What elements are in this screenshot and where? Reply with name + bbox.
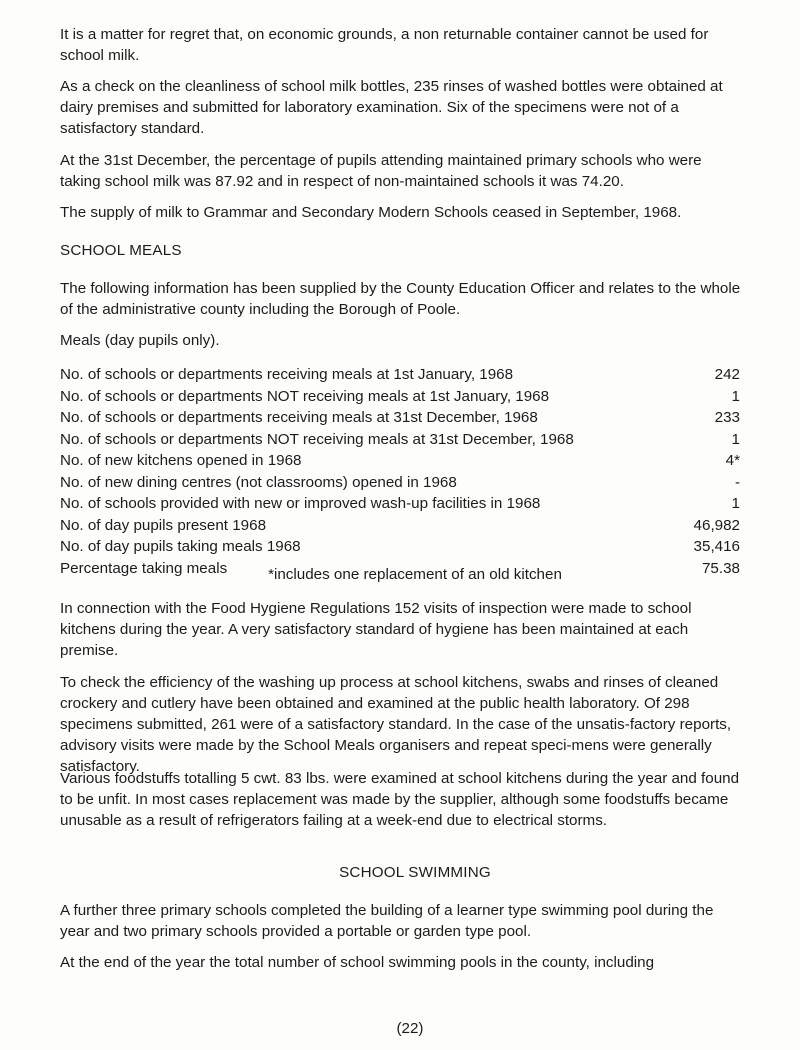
heading-school-meals: SCHOOL MEALS xyxy=(60,242,182,259)
row-label: No. of schools or departments receiving meals at 31st December, 1968 xyxy=(60,409,538,426)
paragraph-swimming-pools-total: At the end of the year the total number of school swimming pools in the county, including xyxy=(60,954,655,971)
row-label: No. of new kitchens opened in 1968 xyxy=(60,452,302,469)
paragraph-food-hygiene: In connection with the Food Hygiene Regulations 152 visits of inspection were made to school kitchens during the year. A very satisfactory standard of hygiene has been maintained at each premise. xyxy=(60,600,692,659)
paragraph-washing-up-check: To check the efficiency of the washing up process at school kitchens, swabs and rinses of cleaned crockery and cutlery have been obtained and examined at the public health laboratory. Of 298 specimens submitted, 261 were of a satisfactory standard. In the case of the unsatis-factory reports, advisory visits were made by the School Meals organisers and repeat speci-mens were generally satisfactory. xyxy=(60,674,732,775)
table-row xyxy=(60,536,740,558)
meals-statistics-table xyxy=(60,364,740,579)
page-number: (22) xyxy=(396,1020,424,1037)
row-value: 46,982 xyxy=(693,516,740,534)
paragraph-swimming-pools-built: A further three primary schools completed the building of a learner type swimming pool during the year and two primary schools provided a portable or garden type pool. xyxy=(60,902,714,940)
table-row xyxy=(60,429,740,451)
row-label: No. of day pupils present 1968 xyxy=(60,516,267,534)
paragraph-returnable-container: It is a matter for regret that, on economic grounds, a non returnable container cannot be used for school milk. xyxy=(60,26,709,64)
table-row xyxy=(60,493,740,515)
row-value: 75.38 xyxy=(701,559,740,577)
row-label: No. of schools or departments NOT receiving meals at 1st January, 1968 xyxy=(60,387,550,405)
row-value: 4* xyxy=(725,452,740,469)
row-label: No. of new dining centres (not classrooms) opened in 1968 xyxy=(60,473,457,491)
table-row xyxy=(60,407,740,429)
row-label: No. of day pupils taking meals 1968 xyxy=(60,538,301,555)
row-label: No. of schools or departments NOT receiving meals at 31st December, 1968 xyxy=(60,430,574,448)
row-label: No. of schools provided with new or improved wash-up facilities in 1968 xyxy=(60,495,541,512)
row-value: - xyxy=(734,473,740,491)
table-row xyxy=(60,515,740,537)
row-value: 233 xyxy=(714,409,740,426)
table-row xyxy=(60,450,740,472)
row-label: Percentage taking meals xyxy=(60,559,228,577)
row-value: 35,416 xyxy=(693,538,740,555)
heading-school-swimming: SCHOOL SWIMMING xyxy=(339,864,491,881)
table-row xyxy=(60,364,740,386)
paragraph-unfit-foodstuffs: Various foodstuffs totalling 5 cwt. 83 lbs. were examined at school kitchens during the year and found to be unfit. In most cases replacement was made by the supplier, although some foodstuffs became unusable as a result of refrigerators failing at a week-end due to electrical storms. xyxy=(60,770,740,829)
row-value: 1 xyxy=(731,430,740,448)
table-row xyxy=(60,386,740,408)
row-value: 1 xyxy=(731,495,740,512)
paragraph-milk-supply-ceased: The supply of milk to Grammar and Secondary Modern Schools ceased in September, 1968. xyxy=(60,204,682,221)
row-value: 1 xyxy=(731,387,740,405)
paragraph-meals-caption: Meals (day pupils only). xyxy=(60,332,220,349)
row-label: No. of schools or departments receiving meals at 1st January, 1968 xyxy=(60,366,514,383)
paragraph-education-officer: The following information has been supplied by the County Education Officer and relates to the whole of the administrative county including the Borough of Poole. xyxy=(60,280,741,318)
table-row xyxy=(60,472,740,494)
paragraph-milk-percentage: At the 31st December, the percentage of pupils attending maintained primary schools who were taking school milk was 87.92 and in respect of non-maintained schools it was 74.20. xyxy=(60,152,702,190)
paragraph-milk-bottle-check: As a check on the cleanliness of school milk bottles, 235 rinses of washed bottles were obtained at dairy premises and submitted for laboratory examination. Six of the specimens were not of a satisfactory standard. xyxy=(60,78,723,137)
footnote-kitchen-replacement: *includes one replacement of an old kitchen xyxy=(268,566,562,583)
row-value: 242 xyxy=(714,366,740,383)
